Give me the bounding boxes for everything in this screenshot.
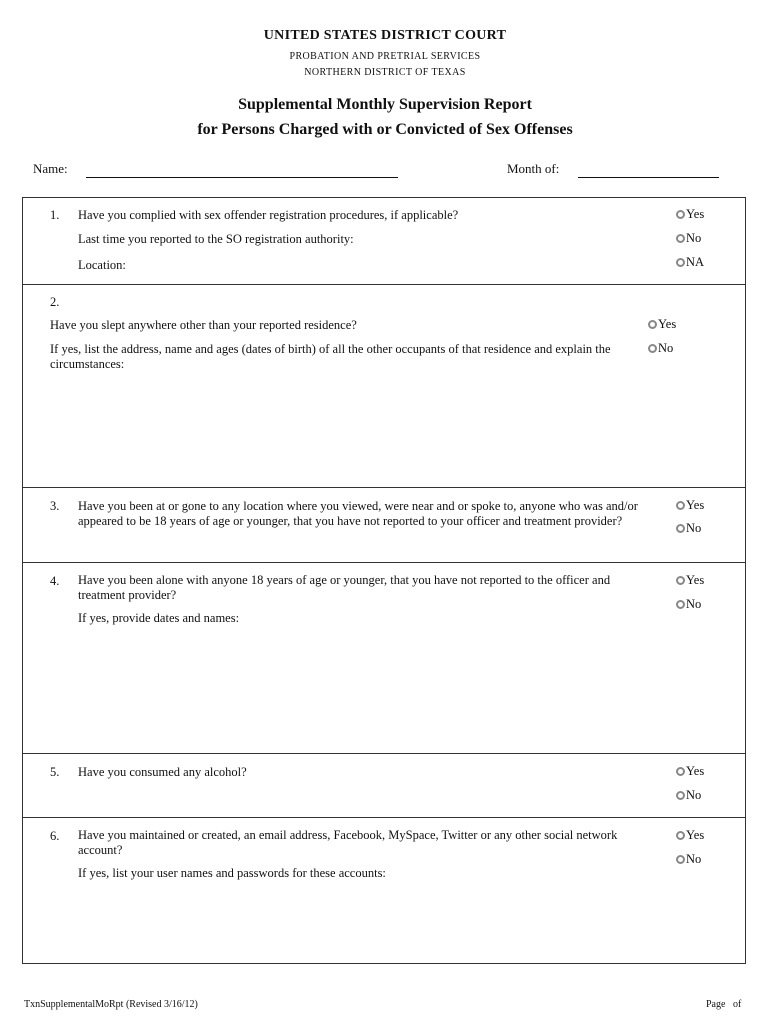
radio-circle-icon — [676, 600, 685, 609]
divider — [22, 562, 746, 563]
option-label: Yes — [686, 828, 705, 842]
q6-no-radio[interactable] — [676, 852, 701, 867]
question-5-text: Have you consumed any alcohol? — [78, 765, 247, 779]
form-title: Supplemental Monthly Supervision Report — [238, 96, 532, 113]
question-4-number: 4. — [50, 574, 60, 588]
option-label: Yes — [658, 317, 677, 331]
divider — [22, 817, 746, 818]
question-3-number: 3. — [50, 499, 60, 513]
option-label: No — [686, 231, 702, 245]
radio-circle-icon — [676, 767, 685, 776]
district-name: NORTHERN DISTRICT OF TEXAS — [304, 67, 466, 78]
question-1-text: Have you complied with sex offender registration procedures, if applicable? — [78, 208, 459, 222]
month-field[interactable] — [578, 177, 719, 178]
option-label: Yes — [686, 498, 705, 512]
divider — [22, 284, 746, 285]
question-6-text: Have you maintained or created, an email address, Facebook, MySpace, Twitter or any other social network account? — [78, 828, 618, 857]
month-label: Month of: — [507, 161, 560, 176]
radio-circle-icon — [648, 344, 657, 353]
option-label: NA — [686, 255, 705, 269]
radio-circle-icon — [648, 320, 657, 329]
q3-no-radio[interactable] — [676, 521, 701, 536]
question-3-text: Have you been at or gone to any location where you viewed, were near and or spoke to, anyone who was and/or appeared to be 18 years of age or younger, that you have not reported to your officer and treatment provider? — [78, 499, 638, 528]
question-2-text: Have you slept anywhere other than your reported residence? — [50, 318, 357, 332]
court-name: UNITED STATES DISTRICT COURT — [263, 28, 507, 43]
question-1-location: Location: — [78, 258, 126, 272]
option-label: No — [686, 597, 702, 611]
option-label: Yes — [686, 207, 705, 221]
form-subtitle: for Persons Charged with or Convicted of Sex Offenses — [197, 121, 573, 138]
radio-circle-icon — [676, 258, 685, 267]
q1-yes-radio[interactable] — [676, 207, 704, 222]
option-label: No — [658, 341, 674, 355]
q2-no-radio[interactable] — [648, 341, 673, 356]
question-4-details: If yes, provide dates and names: — [78, 611, 240, 625]
question-1-last-reported: Last time you reported to the SO registration authority: — [78, 232, 354, 246]
radio-circle-icon — [676, 501, 685, 510]
option-label: No — [686, 852, 702, 866]
question-4-text: Have you been alone with anyone 18 years of age or younger, that you have not reported to the officer and treatment provider? — [78, 573, 611, 602]
services-name: PROBATION AND PRETRIAL SERVICES — [289, 51, 481, 62]
question-5-number: 5. — [50, 765, 60, 779]
q6-yes-radio[interactable] — [676, 828, 704, 843]
q5-yes-radio[interactable] — [676, 764, 704, 779]
radio-circle-icon — [676, 234, 685, 243]
q4-no-radio[interactable] — [676, 597, 701, 612]
radio-circle-icon — [676, 855, 685, 864]
divider — [22, 487, 746, 488]
q1-na-radio[interactable] — [676, 255, 704, 270]
name-field[interactable] — [86, 177, 398, 178]
q5-no-radio[interactable] — [676, 788, 701, 803]
radio-circle-icon — [676, 524, 685, 533]
question-1-number: 1. — [50, 208, 60, 222]
q2-yes-radio[interactable] — [648, 317, 676, 332]
question-2-number: 2. — [50, 295, 60, 309]
question-6-details: If yes, list your user names and passwords for these accounts: — [78, 866, 386, 880]
option-label: No — [686, 788, 702, 802]
q1-no-radio[interactable] — [676, 231, 701, 246]
page-number: Page of — [706, 999, 742, 1010]
radio-circle-icon — [676, 576, 685, 585]
form-id: TxnSupplementalMoRpt (Revised 3/16/12) — [24, 999, 198, 1010]
radio-circle-icon — [676, 831, 685, 840]
q4-yes-radio[interactable] — [676, 573, 704, 588]
q3-yes-radio[interactable] — [676, 498, 704, 513]
question-2-details: If yes, list the address, name and ages (dates of birth) of all the other occupants of that residence and explain the circumstances: — [50, 342, 611, 371]
option-label: Yes — [686, 764, 705, 778]
divider — [22, 753, 746, 754]
radio-circle-icon — [676, 791, 685, 800]
question-6-number: 6. — [50, 829, 60, 843]
option-label: Yes — [686, 573, 705, 587]
radio-circle-icon — [676, 210, 685, 219]
option-label: No — [686, 521, 702, 535]
name-label: Name: — [33, 161, 68, 176]
